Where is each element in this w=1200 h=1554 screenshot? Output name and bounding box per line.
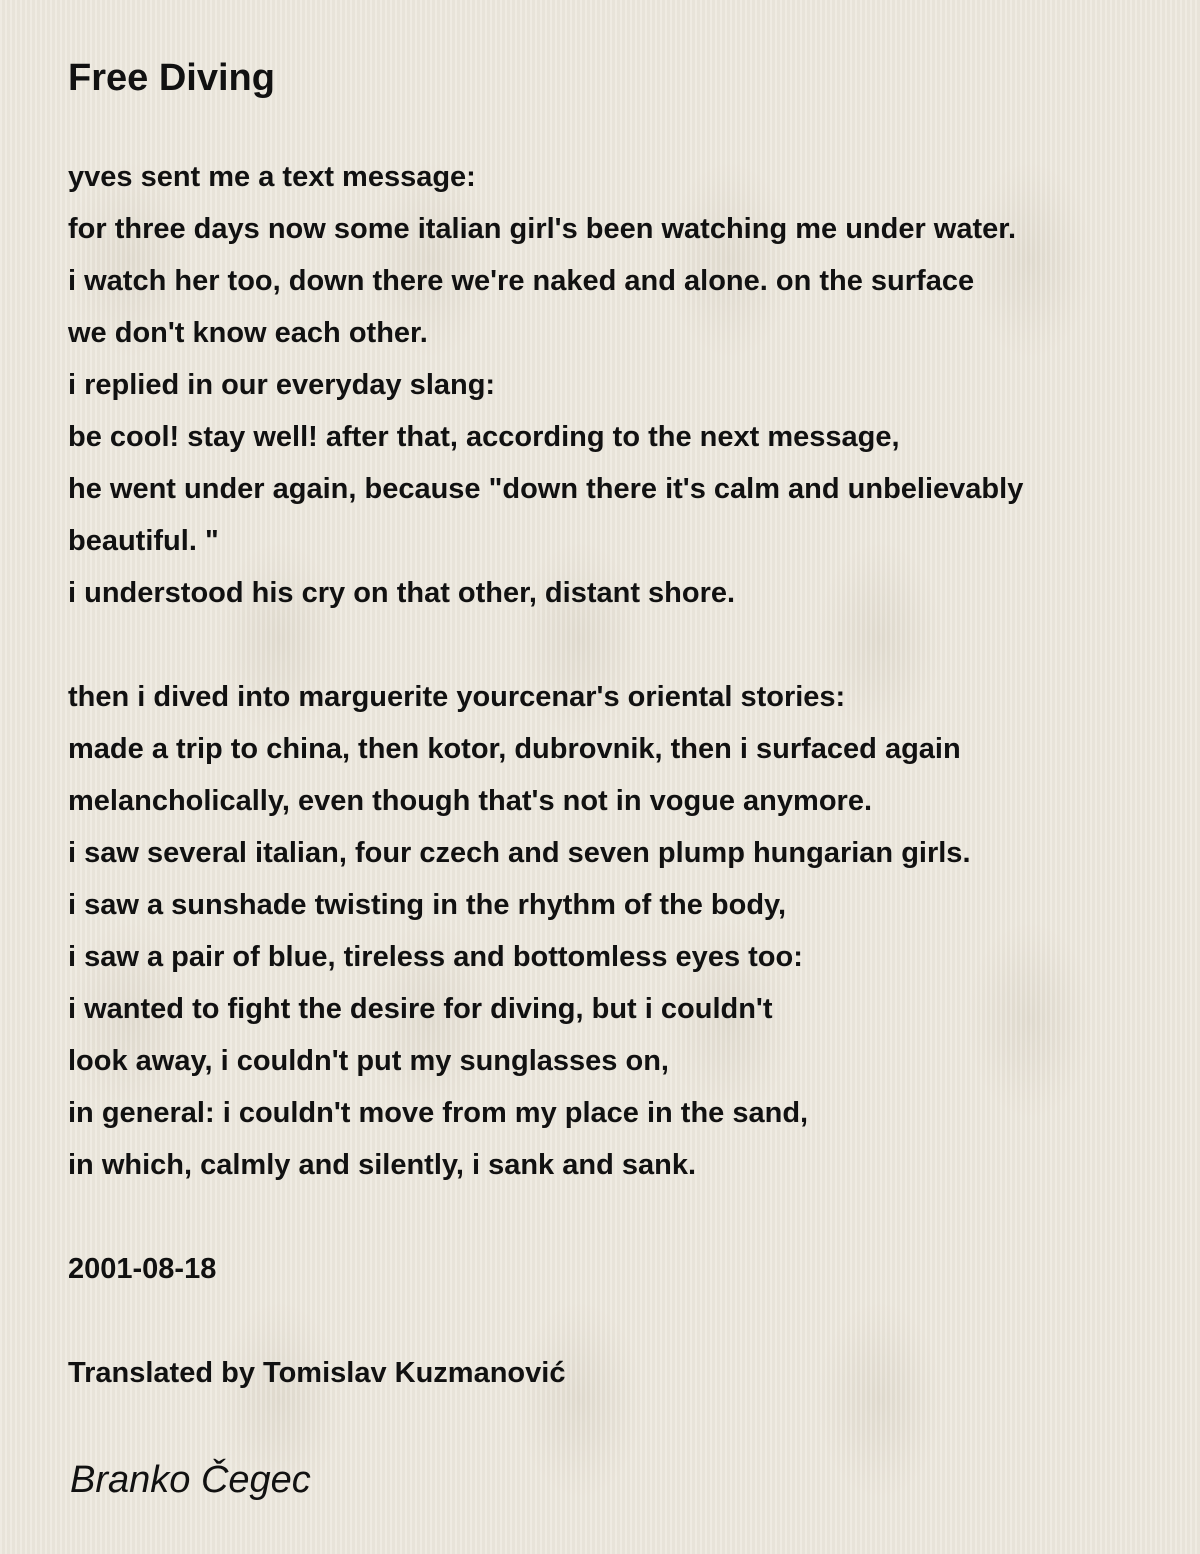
poem-line: yves sent me a text message: bbox=[68, 161, 476, 193]
poem-line: we don't know each other. bbox=[68, 317, 428, 349]
poem-line: for three days now some italian girl's been watching me under water. bbox=[68, 213, 1017, 245]
stanza-1 bbox=[68, 151, 1178, 619]
poem-line: i saw a sunshade twisting in the rhythm of the body, bbox=[68, 889, 787, 921]
translator-credit: Translated by Tomislav Kuzmanović bbox=[68, 1357, 566, 1389]
poem-line: i saw a pair of blue, tireless and bottomless eyes too: bbox=[68, 941, 803, 973]
author-signature: Branko Čegec bbox=[70, 1459, 311, 1501]
poem-line: i saw several italian, four czech and seven plump hungarian girls. bbox=[68, 837, 971, 869]
poem-line: look away, i couldn't put my sunglasses on, bbox=[68, 1045, 669, 1077]
poem-line: melancholically, even though that's not in vogue anymore. bbox=[68, 785, 872, 817]
poem-line: beautiful. " bbox=[68, 525, 219, 557]
poem-body bbox=[68, 151, 1178, 1243]
poem-line: he went under again, because "down there it's calm and unbelievably bbox=[68, 473, 1024, 505]
poem-line: i understood his cry on that other, distant shore. bbox=[68, 577, 736, 609]
stanza-2 bbox=[68, 671, 1178, 1191]
poem-line: made a trip to china, then kotor, dubrovnik, then i surfaced again bbox=[68, 733, 961, 765]
poem-line: i watch her too, down there we're naked and alone. on the surface bbox=[68, 265, 975, 297]
poem-line: then i dived into marguerite yourcenar's oriental stories: bbox=[68, 681, 846, 713]
poem-date: 2001-08-18 bbox=[68, 1253, 217, 1285]
poem-line: in which, calmly and silently, i sank and sank. bbox=[68, 1149, 697, 1181]
poem-line: i replied in our everyday slang: bbox=[68, 369, 496, 401]
poem-line: i wanted to fight the desire for diving, but i couldn't bbox=[68, 993, 773, 1025]
poem-line: in general: i couldn't move from my place in the sand, bbox=[68, 1097, 809, 1129]
poem-title: Free Diving bbox=[68, 57, 275, 99]
poem-line: be cool! stay well! after that, according to the next message, bbox=[68, 421, 900, 453]
